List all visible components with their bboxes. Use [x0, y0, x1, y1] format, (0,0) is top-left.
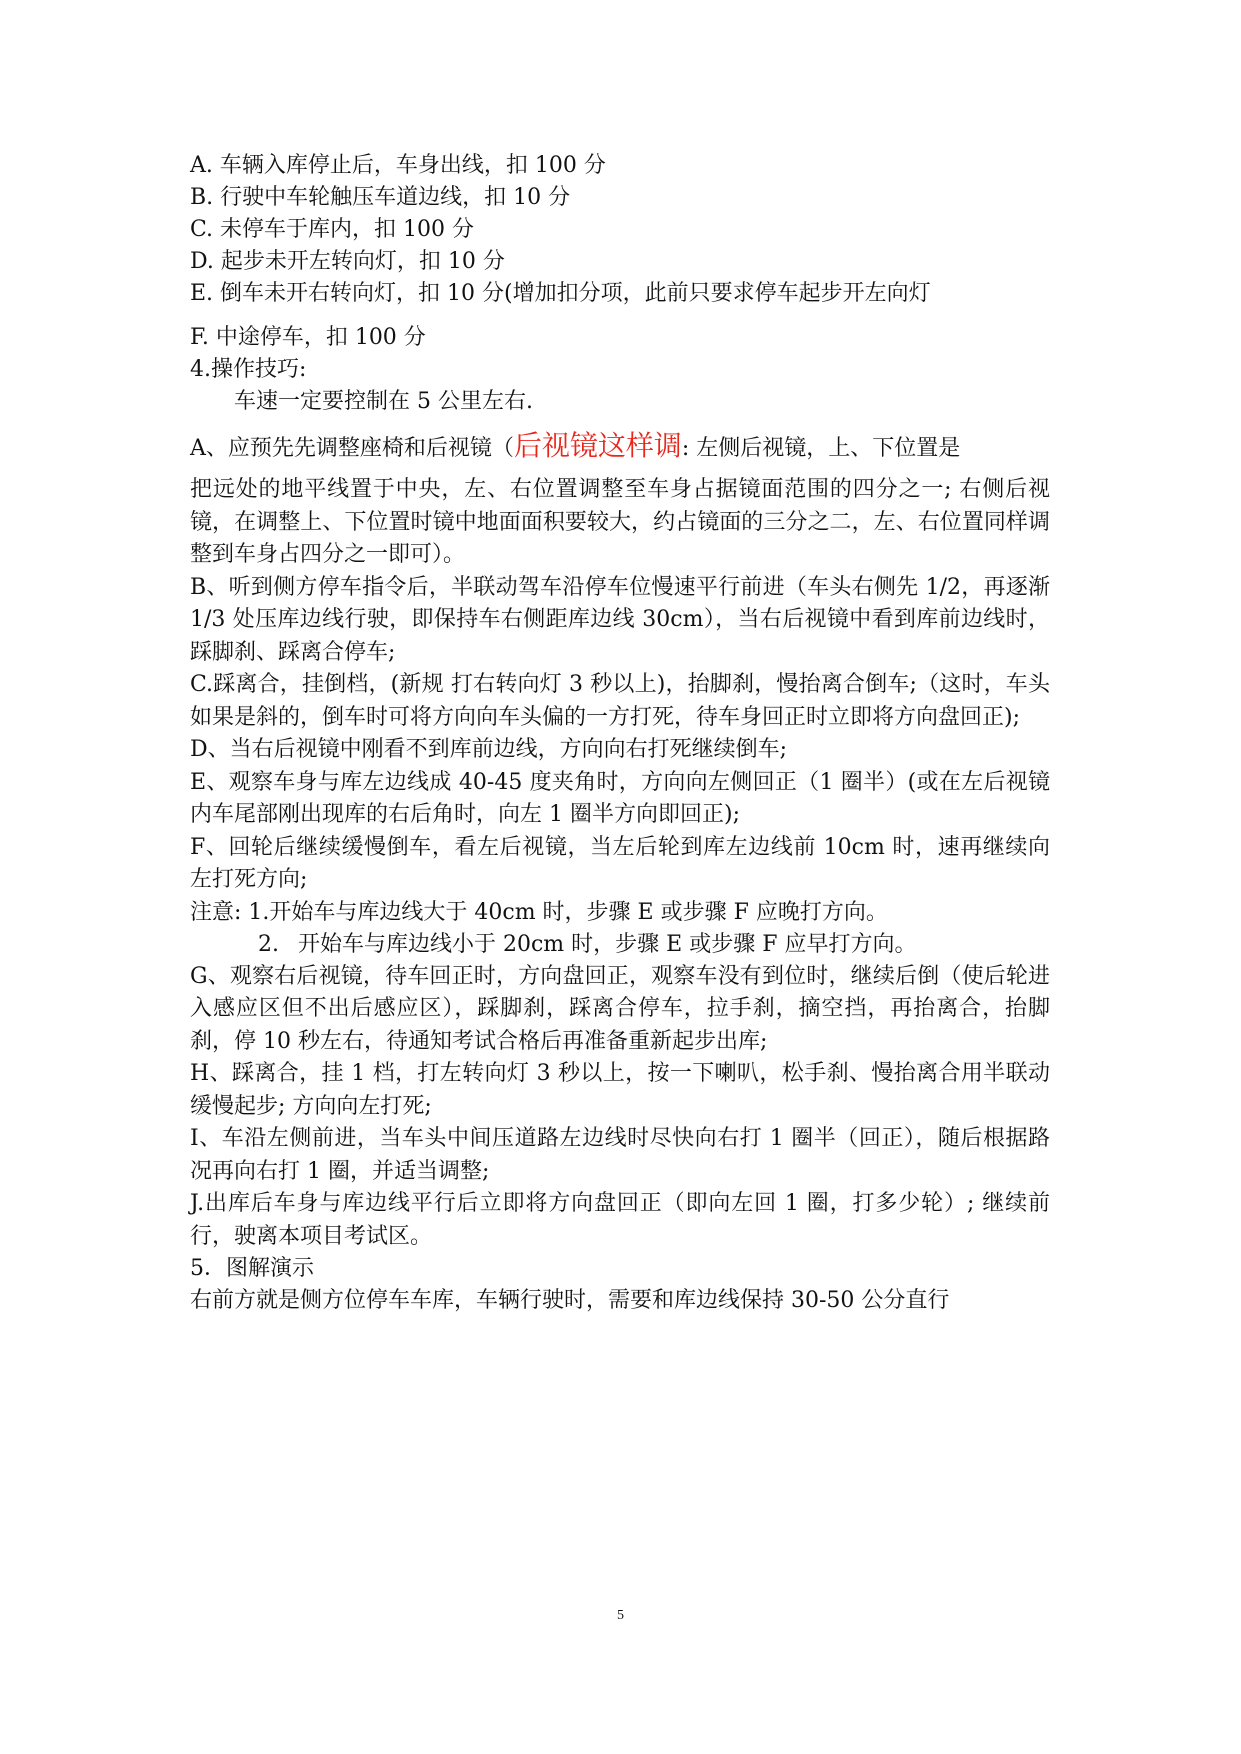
deduction-list — [190, 150, 1050, 354]
step-a-continued: 把远处的地平线置于中央，左、右位置调整至车身占据镜面范围的四分之一; 右侧后视镜，在调整上、下位置时镜中地面面积要较大，约占镜面的三分之二，左、右位置同样调整到车身占四分之一即可）。 — [190, 477, 1050, 567]
step-h: H、踩离合，挂 1 档，打左转向灯 3 秒以上，按一下喇叭，松手刹、慢抬离合用半联动缓慢起步; 方向向左打死; — [190, 1061, 1050, 1119]
deduction-item-b: B. 行驶中车轮触压车道边线，扣 10 分 — [190, 185, 571, 210]
section-5-text: 右前方就是侧方位停车车库，车辆行驶时，需要和库边线保持 30-50 公分直行 — [190, 1288, 950, 1313]
note-1: 1.开始车与库边线大于 40cm 时，步骤 E 或步骤 F 应晚打方向。 — [248, 899, 888, 925]
section-5-heading: 5．图解演示 — [190, 1256, 314, 1281]
deduction-item-d: D. 起步未开左转向灯，扣 10 分 — [190, 249, 505, 274]
step-a-first-line — [190, 424, 1050, 468]
step-f: F、回轮后继续缓慢倒车，看左后视镜，当左后轮到库左边线前 10cm 时，速再继续向左打死方向; — [190, 834, 1050, 892]
note-2-number: 2. — [258, 931, 279, 957]
note-line-1 — [190, 897, 1050, 929]
step-a-prefix: A、应预先先调整座椅和后视镜（ — [190, 436, 514, 461]
page-content — [190, 150, 1050, 1317]
step-d: D、当右后视镜中刚看不到库前边线，方向向右打死继续倒车; — [190, 737, 788, 762]
step-a-suffix: : 左侧后视镜，上、下位置是 — [681, 436, 961, 461]
step-c: C.踩离合，挂倒档，(新规 打右转向灯 3 秒以上)，抬脚刹，慢抬离合倒车;（这时，车头如果是斜的，倒车时可将方向向车头偏的一方打死，待车身回正时立即将方向盘回正); — [190, 672, 1050, 730]
deduction-item-e: E. 倒车未开右转向灯，扣 10 分(增加扣分项，此前只要求停车起步开左向灯 — [190, 281, 931, 306]
note-line-2 — [190, 929, 1050, 961]
step-e: E、观察车身与库左边线成 40-45 度夹角时，方向向左侧回正（1 圈半）(或在左后视镜内车尾部刚出现库的右后角时，向左 1 圈半方向即回正); — [190, 769, 1050, 827]
step-g: G、观察右后视镜，待车回正时，方向盘回正，观察车没有到位时，继续后倒（使后轮进入感应区但不出后感应区），踩脚刹，踩离合停车，拉手刹，摘空挡，再抬离合，抬脚刹，停 10 秒左右，待通知考试合格后再准备重新起步出库; — [190, 963, 1050, 1054]
deduction-item-c: C. 未停车于库内，扣 100 分 — [190, 217, 475, 242]
step-j: J.出库后车身与库边线平行后立即将方向盘回正（即向左回 1 圈，打多少轮）; 继续前行，驶离本项目考试区。 — [190, 1191, 1050, 1249]
note-label: 注意: — [190, 899, 249, 925]
step-b: B、听到侧方停车指令后，半联动驾车沿停车位慢速平行前进（车头右侧先 1/2，再逐渐 1/3 处压库边线行驶，即保持车右侧距库边线 30cm），当右后视镜中看到库前边线时，踩脚刹、踩离合停车; — [190, 574, 1050, 665]
deduction-item-f: F. 中途停车，扣 100 分 — [190, 325, 426, 350]
note-2: 开始车与库边线小于 20cm 时，步骤 E 或步骤 F 应早打方向。 — [298, 931, 917, 957]
page-number: 5 — [617, 1608, 624, 1623]
section-4-heading: 4.操作技巧: — [190, 357, 307, 382]
deduction-item-a: A. 车辆入库停止后，车身出线，扣 100 分 — [190, 153, 606, 178]
step-i: I、车沿左侧前进，当车头中间压道路左边线时尽快向右打 1 圈半（回正），随后根据路况再向右打 1 圈，并适当调整; — [190, 1126, 1050, 1184]
mirror-highlight: 后视镜这样调 — [513, 429, 682, 462]
speed-note: 车速一定要控制在 5 公里左右. — [234, 389, 533, 414]
